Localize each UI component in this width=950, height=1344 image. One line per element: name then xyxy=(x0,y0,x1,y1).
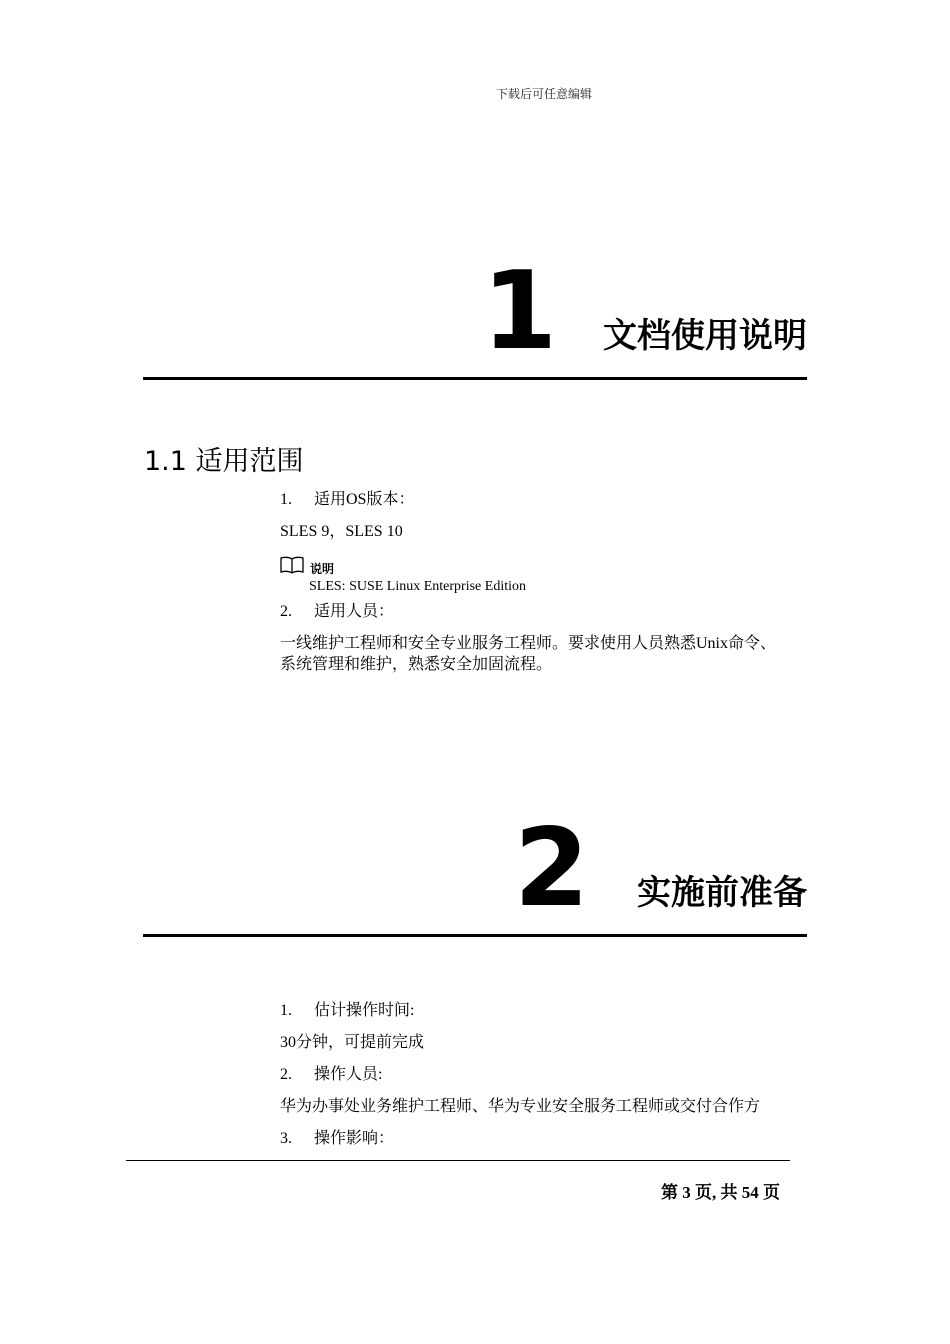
list-number: 3. xyxy=(280,1130,292,1147)
list-item-1 xyxy=(280,490,414,510)
os-version-text: SLES 9，SLES 10 xyxy=(280,523,403,540)
list-text: 适用OS版本： xyxy=(314,491,415,508)
open-book-icon xyxy=(280,556,304,574)
page-number: 第 3 页, 共 54 页 xyxy=(661,1183,780,1202)
list-item-2 xyxy=(280,602,394,622)
list-item-3 xyxy=(280,1129,394,1149)
list-number: 1. xyxy=(280,491,292,508)
footer-rule xyxy=(126,1160,790,1161)
chapter-1-rule xyxy=(143,377,807,380)
chapter-1-title: 文档使用说明 xyxy=(603,316,807,356)
section-1-1-title: 1.1 适用范围 xyxy=(144,446,304,477)
list-text: 估计操作时间: xyxy=(314,1002,415,1019)
time-estimate-text: 30分钟，可提前完成 xyxy=(280,1034,425,1051)
chapter-2-title: 实施前准备 xyxy=(637,873,807,913)
list-item-2 xyxy=(280,1065,382,1085)
operators-text: 华为办事处业务维护工程师、华为专业安全服务工程师或交付合作方 xyxy=(280,1098,761,1115)
personnel-text-line-2: 系统管理和维护，熟悉安全加固流程。 xyxy=(280,656,553,673)
list-number: 1. xyxy=(280,1002,292,1019)
list-number: 2. xyxy=(280,1066,292,1083)
list-text: 适用人员： xyxy=(314,603,395,620)
chapter-2-rule xyxy=(143,934,807,937)
note-label: 说明 xyxy=(310,562,335,576)
note-text: SLES: SUSE Linux Enterprise Edition xyxy=(309,579,526,594)
list-number: 2. xyxy=(280,603,292,620)
personnel-text-line-1: 一线维护工程师和安全专业服务工程师。要求使用人员熟悉Unix命令、 xyxy=(280,635,777,652)
list-item-1 xyxy=(280,1001,414,1021)
list-text: 操作人员: xyxy=(314,1066,383,1083)
list-text: 操作影响： xyxy=(314,1130,395,1147)
chapter-2-number: 2 xyxy=(514,806,590,931)
chapter-1-number: 1 xyxy=(482,249,558,374)
header-note: 下载后可任意编辑 xyxy=(495,87,592,101)
